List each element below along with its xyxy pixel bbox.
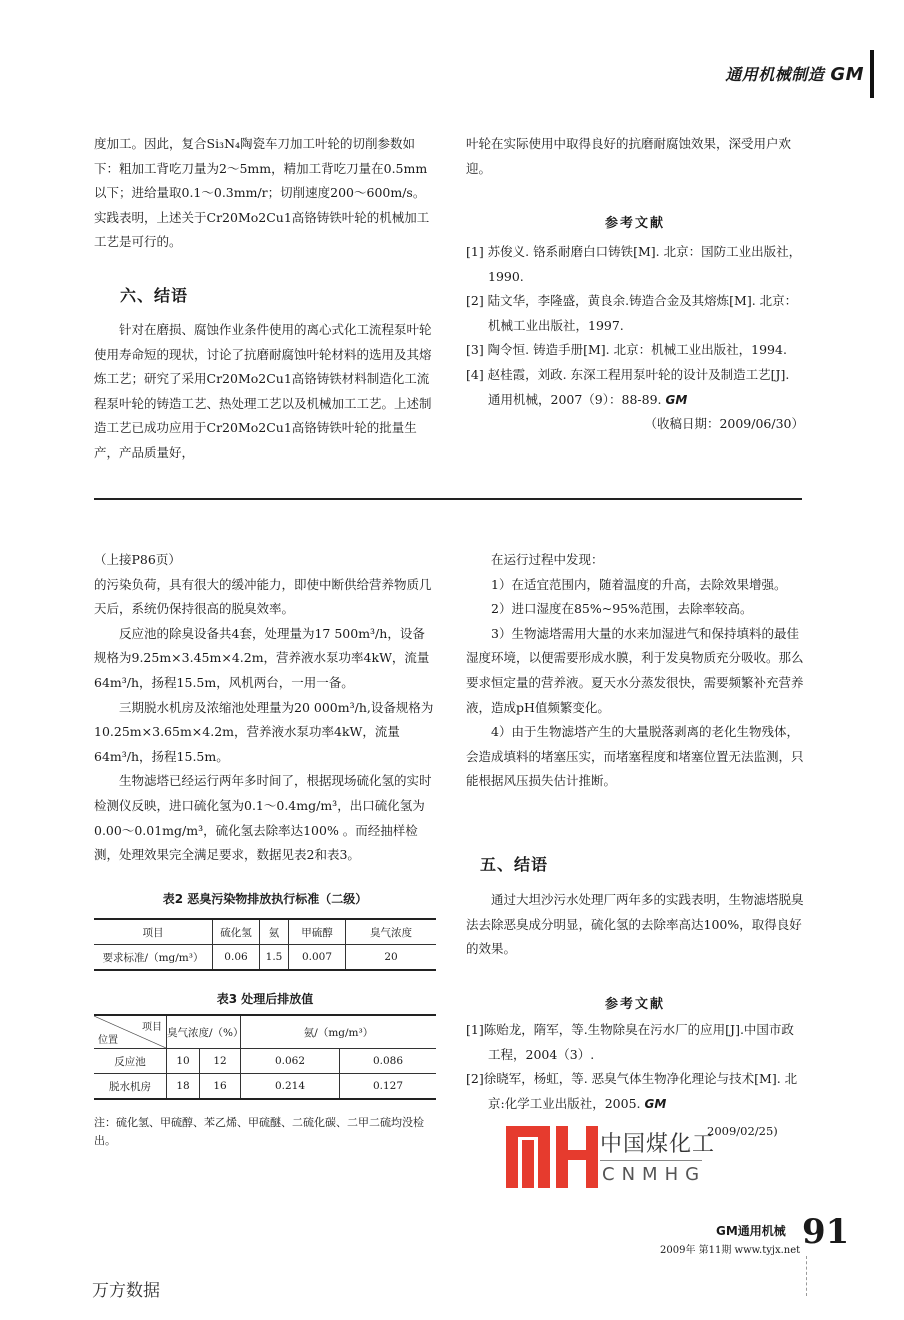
- table2-cell: 要求标准/（mg/m³）: [94, 945, 213, 971]
- table3-cell: 0.062: [241, 1049, 340, 1074]
- lower-right-column: [466, 548, 804, 794]
- table3-row: [94, 1049, 436, 1074]
- table3-corner-top: 项目: [142, 1022, 162, 1033]
- table3-cell: 12: [200, 1049, 241, 1074]
- upper-conclusion-block: [94, 318, 436, 466]
- footer-issue-info: 2009年 第11期 www.tyjx.net: [660, 1245, 801, 1256]
- table3-row: [94, 1074, 436, 1100]
- upper-references-heading: 参考文献: [604, 216, 665, 231]
- table2-header-cell: 甲硫醇: [289, 919, 346, 945]
- upper-conclusion-paragraph: 针对在磨损、腐蚀作业条件使用的离心式化工流程泵叶轮使用寿命短的现状，讨论了抗磨耐腐蚀叶轮材料的选用及其熔炼工艺；研究了采用Cr20Mo2Cu1高铬铸铁材料制造化工流程泵叶轮的铸造工艺、热处理工艺以及机械加工工艺。上述制造工艺已成功应用于Cr20Mo2Cu1高铬铸铁叶轮的批量生产，产品质量好，: [94, 322, 432, 460]
- lower-reference-list: [466, 1018, 804, 1116]
- lower-right-item: 4）由于生物滤塔产生的大量脱落剥离的老化生物残体，会造成填料的堵塞压实，而堵塞程度和堵塞位置无法监测，只能根据风压损失估计推断。: [466, 724, 804, 789]
- header-bar: [870, 50, 874, 98]
- article-end-gm-mark: GM: [644, 1096, 667, 1111]
- table2-header-row: [94, 919, 436, 945]
- received-date-partial: 2009/02/25): [707, 1124, 778, 1138]
- reference-item: [2]徐晓军，杨虹，等. 恶臭气体生物净化理论与技术[M]. 北京:化学工业出版社，2005. GM: [466, 1071, 798, 1111]
- reference-item: [2] 陆文华，李隆盛，黄良余.铸造合金及其熔炼[M]. 北京：机械工业出版社，1997.: [466, 293, 798, 333]
- table-note: 注：硫化氢、甲硫醇、苯乙烯、甲硫醚、二硫化碳、二甲二硫均没检出。: [94, 1116, 424, 1147]
- table2-header-cell: 臭气浓度: [346, 919, 437, 945]
- reference-item: [3] 陶令恒. 铸造手册[M]. 北京：机械工业出版社，1994.: [466, 342, 787, 358]
- article-end-gm-mark: GM: [665, 392, 688, 407]
- table3-cell: 0.086: [340, 1049, 437, 1074]
- table2-cell: 0.06: [213, 945, 260, 971]
- upper-reference-list: [466, 240, 804, 437]
- lower-references-heading: 参考文献: [604, 997, 665, 1012]
- lower-left-column: [94, 548, 436, 868]
- lower-paragraph: 三期脱水机房及浓缩池处理量为20 000m³/h,设备规格为10.25m×3.65m×4.2m，营养液水泵功率4kW，流量64m³/h，扬程15.5m。: [94, 699, 434, 764]
- upper-right-paragraph: 叶轮在实际使用中取得良好的抗磨耐腐蚀效果，深受用户欢迎。: [466, 136, 792, 176]
- table3-cell: 16: [200, 1074, 241, 1100]
- crop-mark: [806, 1256, 808, 1296]
- source-watermark: 万方数据: [92, 1281, 160, 1301]
- table3-cell: 反应池: [94, 1049, 167, 1074]
- lower-paragraph: 反应池的除臭设备共4套，处理量为17 500m³/h，设备规格为9.25m×3.45m×4.2m，营养液水泵功率4kW，流量64m³/h，扬程15.5m，风机两台，一用一备。: [94, 625, 430, 690]
- upper-left-column: [94, 132, 436, 255]
- lower-conclusion-paragraph: 通过大坦沙污水处理厂两年多的实践表明，生物滤塔脱臭法去除恶臭成分明显，硫化氢的去除率高达100%，取得良好的效果。: [466, 892, 804, 957]
- reference-item: [1] 苏俊义. 铬系耐磨白口铸铁[M]. 北京：国防工业出版社，1990.: [466, 244, 802, 284]
- journal-name-cn: 通用机械制造: [725, 65, 825, 84]
- table2-caption: 表2 恶臭污染物排放执行标准（二级）: [162, 892, 368, 906]
- table3-cell: 脱水机房: [94, 1074, 167, 1100]
- table2-cell: 1.5: [260, 945, 289, 971]
- table3-cell: 18: [167, 1074, 200, 1100]
- table3-header-cell: 氨/（mg/m³）: [241, 1015, 437, 1049]
- lower-right-item: 1）在适宜范围内，随着温度的升高，去除效果增强。: [491, 576, 787, 592]
- footer-journal-title: GM通用机械: [716, 1224, 786, 1238]
- upper-left-paragraph: 度加工。因此，复合Si₃N₄陶瓷车刀加工叶轮的切削参数如下：粗加工背吃刀量为2～5mm，精加工背吃刀量在0.5mm以下；进给量取0.1～0.3mm/r；切削速度200～600m/s。实践表明，上述关于Cr20Mo2Cu1高铬铸铁叶轮的机械加工工艺是可行的。: [94, 136, 430, 250]
- table3-cell: 10: [167, 1049, 200, 1074]
- table2-cell: 0.007: [289, 945, 346, 971]
- received-date: （收稿日期：2009/06/30）: [644, 416, 804, 432]
- journal-title: [725, 62, 864, 85]
- article-divider: [94, 498, 802, 500]
- lower-right-item: 2）进口湿度在85%~95%范围，去除率较高。: [491, 601, 753, 617]
- watermark-logo-icon: [506, 1126, 598, 1188]
- table3-corner-bottom: 位置: [98, 1035, 118, 1046]
- section-title-conclusion-6: 六、结语: [120, 286, 189, 305]
- table2-header-cell: 硫化氢: [213, 919, 260, 945]
- table2-header-cell: 项目: [94, 919, 213, 945]
- continued-from-label: （上接P86页）: [94, 552, 181, 567]
- page-number: 91: [802, 1212, 850, 1252]
- table2-header-cell: 氨: [260, 919, 289, 945]
- lower-conclusion-block: [466, 888, 804, 962]
- reference-item: [1]陈贻龙，隋军，等.生物除臭在污水厂的应用[J].中国市政工程，2004（3）.: [466, 1022, 794, 1062]
- watermark-text-cn: 中国煤化工: [600, 1132, 716, 1157]
- table3-caption: 表3 处理后排放值: [216, 992, 314, 1006]
- table2-row: [94, 945, 436, 971]
- section-title-conclusion-5: 五、结语: [480, 855, 549, 874]
- upper-right-column: [466, 132, 804, 181]
- watermark-logo: [506, 1126, 598, 1188]
- table3: [94, 1014, 436, 1100]
- lower-paragraph: 的污染负荷，具有很大的缓冲能力，即使中断供给营养物质几天后，系统仍保持很高的脱臭效率。: [94, 576, 432, 617]
- table3-header-row: [94, 1015, 436, 1049]
- watermark-text-en: CNMHG: [602, 1164, 707, 1185]
- journal-gm-logo: GM: [830, 64, 864, 85]
- table3-cell: 0.127: [340, 1074, 437, 1100]
- lower-paragraph: 生物滤塔已经运行两年多时间了，根据现场硫化氢的实时检测仪反映，进口硫化氢为0.1～0.4mg/m³，出口硫化氢为0.00～0.01mg/m³，硫化氢去除率达100% 。而经抽样检测，处理效果完全满足要求，数据见表2和表3。: [94, 773, 432, 863]
- lower-right-item: 3）生物滤塔需用大量的水来加湿进气和保持填料的最佳湿度环境，以便需要形成水膜，利于发臭物质充分吸收。那么要求恒定量的营养液。夏天水分蒸发很快，需要频繁补充营养液，造成pH值频繁变化。: [466, 625, 804, 715]
- table3-cell: 0.214: [241, 1074, 340, 1100]
- table2-cell: 20: [346, 945, 437, 971]
- watermark-divider: [600, 1160, 702, 1161]
- table3-header-cell: 臭气浓度/（%）: [167, 1015, 241, 1049]
- lower-right-intro: 在运行过程中发现：: [491, 552, 604, 567]
- table2: [94, 918, 436, 971]
- table3-corner-cell: [94, 1015, 167, 1049]
- reference-item: [4] 赵桂霞，刘政. 东深工程用泵叶轮的设计及制造工艺[J]. 通用机械，2007（9）：88-89. GM: [466, 366, 790, 407]
